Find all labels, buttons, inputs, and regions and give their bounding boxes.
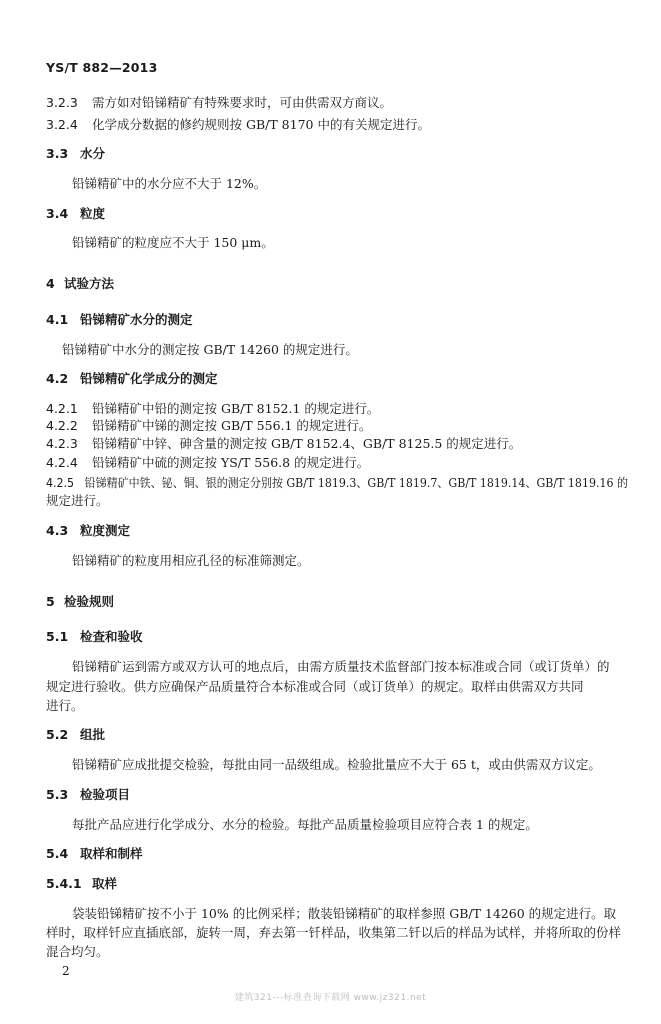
paragraph-sampling-1: 袋装铅锑精矿按不小于 10% 的比例采样；散装铅锑精矿的取样参照 GB/T 14260 的规定进行。取 — [72, 906, 617, 921]
heading-text: 铅锑精矿化学成分的测定 — [80, 371, 218, 386]
paragraph-moisture: 铅锑精矿中的水分应不大于 12%。 — [72, 176, 267, 191]
heading-number: 4 — [46, 276, 55, 291]
section-heading-5-4-1 — [46, 876, 117, 892]
heading-text: 检验规则 — [64, 594, 115, 609]
heading-number: 5.1 — [46, 629, 69, 644]
clause-4-2-5 — [46, 475, 628, 491]
heading-number: 3.3 — [46, 146, 69, 161]
clause-number: 4.2.1 — [46, 401, 78, 416]
clause-4-2-5-continued: 规定进行。 — [46, 493, 109, 508]
heading-number: 4.1 — [46, 312, 69, 327]
clause-number: 4.2.4 — [46, 455, 78, 470]
heading-text: 试验方法 — [64, 276, 115, 291]
site-watermark: 建筑321---标准查询下载网 www.jz321.net — [234, 993, 427, 1003]
clause-number: 4.2.5 — [46, 476, 75, 490]
clause-text: 铅锑精矿中硫的测定按 YS/T 556.8 的规定进行。 — [92, 455, 370, 470]
clause-text: 铅锑精矿中铅的测定按 GB/T 8152.1 的规定进行。 — [92, 401, 380, 416]
section-heading-3-3 — [46, 146, 105, 162]
heading-number: 5.3 — [46, 787, 69, 802]
section-heading-4-3 — [46, 523, 130, 539]
section-heading-3-4 — [46, 206, 105, 222]
chapter-heading-4 — [46, 276, 114, 292]
section-heading-5-1 — [46, 629, 143, 645]
clause-4-2-3 — [46, 436, 521, 452]
standard-code-header: YS/T 882—2013 — [46, 60, 158, 75]
chapter-heading-5 — [46, 594, 114, 610]
clause-number: 3.2.4 — [46, 117, 78, 132]
clause-number: 3.2.3 — [46, 95, 78, 110]
heading-text: 取样 — [92, 876, 118, 891]
paragraph-sampling-2: 样时，取样钎应直插底部，旋转一周，弃去第一钎样品，收集第二钎以后的样品为试样，并将所取的份样 — [46, 925, 622, 940]
heading-number: 5.4.1 — [46, 876, 82, 891]
clause-text: 铅锑精矿中锌、砷含量的测定按 GB/T 8152.4、GB/T 8125.5 的规定进行。 — [92, 436, 522, 451]
paragraph-particle-size: 铅锑精矿的粒度应不大于 150 μm。 — [72, 235, 274, 250]
paragraph-inspection-2: 规定进行验收。供方应确保产品质量符合本标准或合同（或订货单）的规定。取样由供需双方共同 — [46, 679, 584, 694]
paragraph-batching: 铅锑精矿应成批提交检验，每批由同一品级组成。检验批量应不大于 65 t，或由供需双方议定。 — [72, 757, 601, 772]
clause-text: 需方如对铅锑精矿有特殊要求时，可由供需双方商议。 — [92, 95, 393, 110]
heading-number: 4.2 — [46, 371, 69, 386]
paragraph-size-test: 铅锑精矿的粒度用相应孔径的标准筛测定。 — [72, 553, 310, 568]
section-heading-5-4 — [46, 846, 143, 862]
paragraph-inspection-1: 铅锑精矿运到需方或双方认可的地点后，由需方质量技术监督部门按本标准或合同（或订货单）的 — [72, 659, 610, 674]
heading-text: 铅锑精矿水分的测定 — [80, 312, 193, 327]
section-heading-5-2 — [46, 727, 105, 743]
page-number: 2 — [62, 964, 70, 978]
heading-text: 组批 — [80, 727, 106, 742]
heading-number: 5 — [46, 594, 55, 609]
clause-4-2-2 — [46, 418, 371, 434]
clause-number: 4.2.2 — [46, 418, 78, 433]
paragraph-moisture-test: 铅锑精矿中水分的测定按 GB/T 14260 的规定进行。 — [62, 342, 358, 357]
clause-text: 铅锑精矿中铁、铋、铜、银的测定分别按 GB/T 1819.3、GB/T 1819.7、GB/T 1819.14、GB/T 1819.16 的 — [84, 476, 629, 490]
heading-text: 检验项目 — [80, 787, 131, 802]
clause-3-2-4 — [46, 117, 430, 133]
heading-number: 5.2 — [46, 727, 69, 742]
heading-text: 检查和验收 — [80, 629, 143, 644]
heading-text: 粒度 — [80, 206, 106, 221]
section-heading-4-2 — [46, 371, 218, 387]
heading-number: 4.3 — [46, 523, 69, 538]
clause-text: 化学成分数据的修约规则按 GB/T 8170 中的有关规定进行。 — [92, 117, 430, 132]
section-heading-5-3 — [46, 787, 130, 803]
section-heading-4-1 — [46, 312, 193, 328]
paragraph-inspection-items: 每批产品应进行化学成分、水分的检验。每批产品质量检验项目应符合表 1 的规定。 — [72, 817, 538, 832]
heading-text: 粒度测定 — [80, 523, 131, 538]
clause-number: 4.2.3 — [46, 436, 78, 451]
clause-4-2-4 — [46, 455, 369, 471]
paragraph-inspection-3: 进行。 — [46, 698, 84, 713]
clause-text: 铅锑精矿中锑的测定按 GB/T 556.1 的规定进行。 — [92, 418, 372, 433]
clause-3-2-3 — [46, 95, 392, 111]
heading-text: 水分 — [80, 146, 106, 161]
heading-number: 3.4 — [46, 206, 69, 221]
clause-4-2-1 — [46, 401, 379, 417]
heading-text: 取样和制样 — [80, 846, 143, 861]
paragraph-sampling-3: 混合均匀。 — [46, 944, 109, 959]
heading-number: 5.4 — [46, 846, 69, 861]
